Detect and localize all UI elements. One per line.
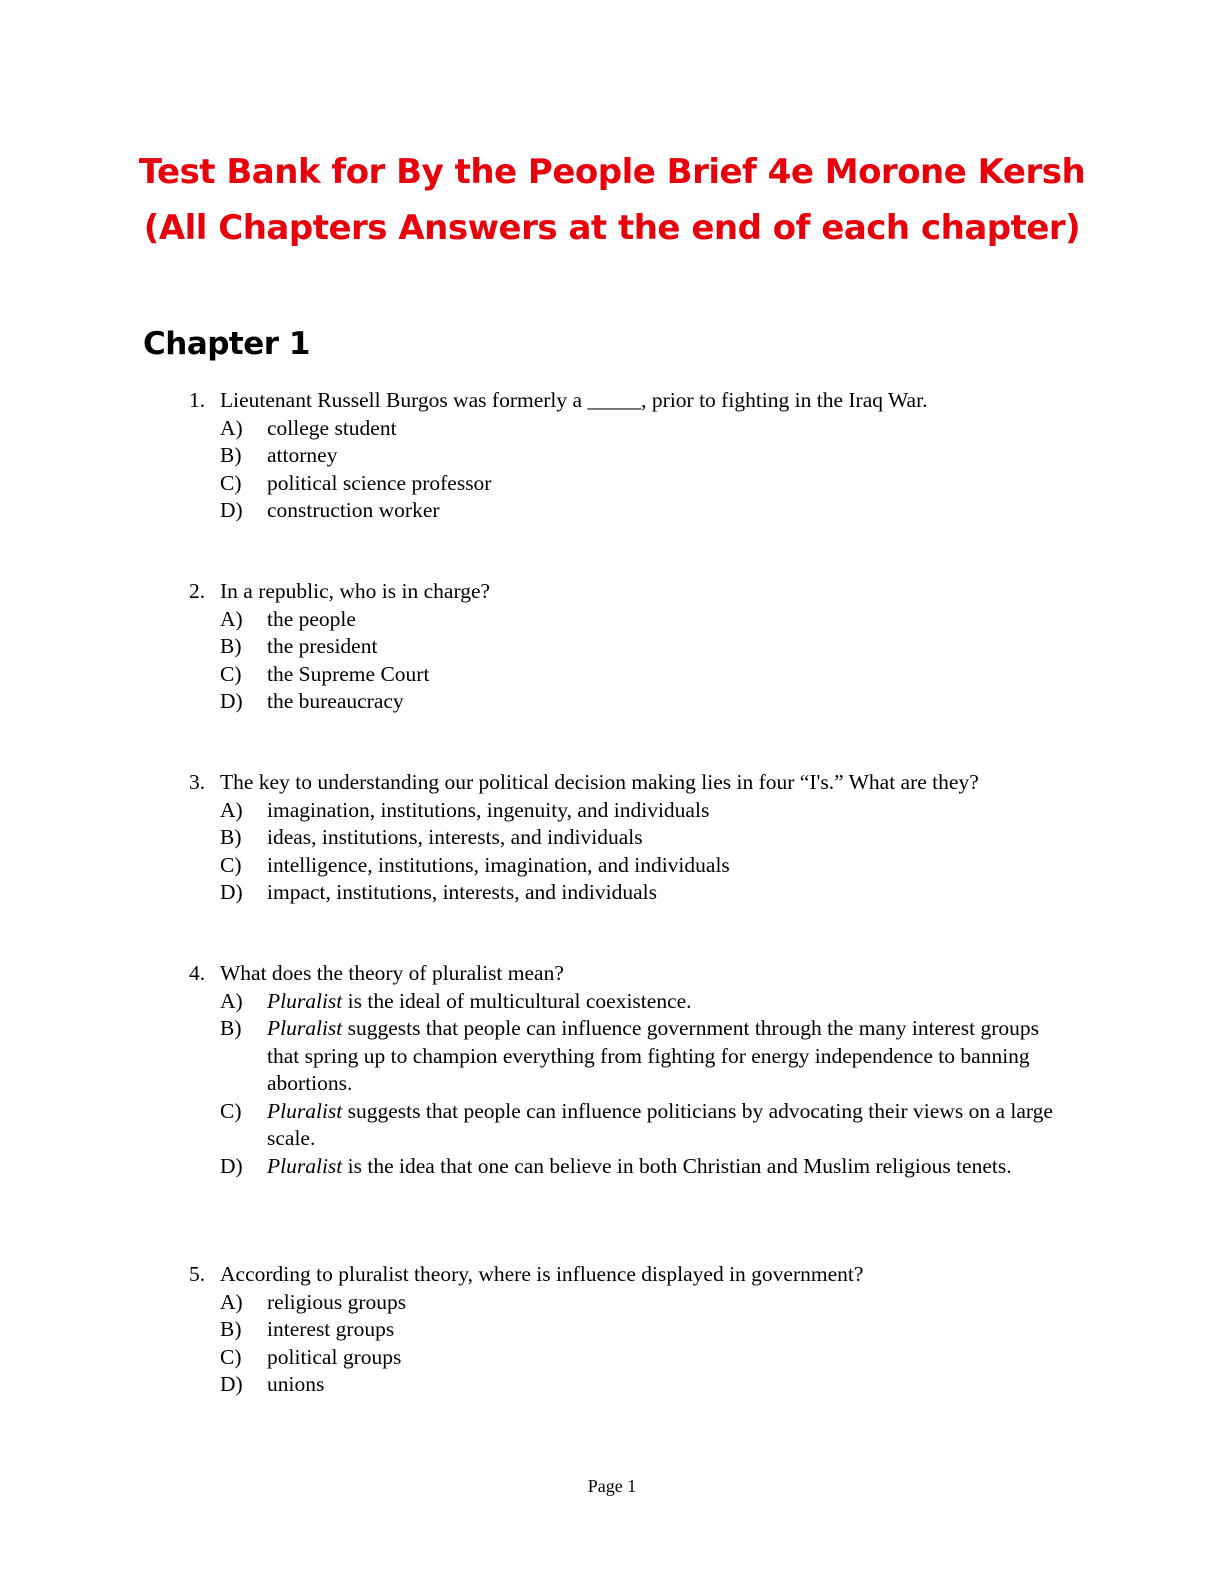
answer-option-a bbox=[189, 988, 1069, 1016]
option-letter: A) bbox=[220, 606, 243, 631]
question-4 bbox=[189, 960, 1069, 1180]
question-number: 4. bbox=[189, 961, 206, 985]
option-text: suggests that people can influence government through the many interest groups that spring up to champion everything from fighting for energy independence to banning abortions. bbox=[267, 1016, 1040, 1095]
answer-option-d bbox=[189, 879, 1069, 907]
option-letter: C) bbox=[220, 470, 242, 495]
option-text: political science professor bbox=[267, 470, 492, 495]
option-text: impact, institutions, interests, and individuals bbox=[267, 880, 657, 904]
option-letter: C) bbox=[220, 661, 242, 686]
option-letter: C) bbox=[220, 1344, 242, 1369]
question-3 bbox=[189, 769, 1069, 907]
question-number: 1. bbox=[189, 388, 206, 412]
option-letter: D) bbox=[220, 498, 243, 522]
answer-option-c bbox=[189, 1344, 1069, 1372]
answer-option-d bbox=[189, 688, 1069, 716]
question-text: Lieutenant Russell Burgos was formerly a _____, prior to fighting in the Iraq War. bbox=[220, 388, 928, 412]
answer-option-b bbox=[189, 1316, 1069, 1344]
answer-option-a bbox=[189, 797, 1069, 825]
answer-option-b bbox=[189, 633, 1069, 661]
chapter-heading: Chapter 1 bbox=[143, 326, 310, 362]
option-text: college student bbox=[267, 415, 397, 440]
option-text: construction worker bbox=[267, 498, 440, 522]
answer-option-a bbox=[189, 606, 1069, 634]
emphasized-term: Pluralist bbox=[267, 1098, 343, 1123]
answer-option-b bbox=[189, 1015, 1069, 1098]
answer-option-b bbox=[189, 824, 1069, 852]
answer-option-a bbox=[189, 415, 1069, 443]
answer-option-b bbox=[189, 442, 1069, 470]
option-text: intelligence, institutions, imagination, and individuals bbox=[267, 852, 730, 877]
option-letter: A) bbox=[220, 797, 243, 822]
emphasized-term: Pluralist bbox=[267, 1153, 343, 1178]
answer-option-d bbox=[189, 1371, 1069, 1399]
question-number: 2. bbox=[189, 579, 206, 603]
option-text: the president bbox=[267, 634, 378, 658]
option-letter: D) bbox=[220, 1153, 243, 1178]
option-text: the bureaucracy bbox=[267, 689, 404, 713]
option-text: suggests that people can influence politicians by advocating their views on a large scale. bbox=[267, 1098, 1053, 1150]
option-text: is the ideal of multicultural coexistence. bbox=[342, 988, 692, 1013]
option-text: religious groups bbox=[267, 1289, 407, 1314]
question-text: What does the theory of pluralist mean? bbox=[220, 961, 564, 985]
question-5 bbox=[189, 1261, 1069, 1399]
option-letter: B) bbox=[220, 1317, 242, 1341]
option-text: attorney bbox=[267, 443, 338, 467]
question-number: 3. bbox=[189, 770, 206, 794]
answer-option-d bbox=[189, 497, 1069, 525]
answer-option-c bbox=[189, 1098, 1069, 1153]
option-text: the people bbox=[267, 606, 356, 631]
question-2 bbox=[189, 578, 1069, 716]
option-text: ideas, institutions, interests, and individuals bbox=[267, 825, 643, 849]
document-title-line-2: (All Chapters Answers at the end of each chapter) bbox=[143, 208, 1081, 248]
option-letter: A) bbox=[220, 415, 243, 440]
option-letter: D) bbox=[220, 1372, 243, 1396]
emphasized-term: Pluralist bbox=[267, 988, 343, 1013]
option-text: interest groups bbox=[267, 1317, 395, 1341]
question-text: In a republic, who is in charge? bbox=[220, 579, 491, 603]
document-title-line-1: Test Bank for By the People Brief 4e Morone Kersh bbox=[138, 152, 1086, 192]
option-text: political groups bbox=[267, 1344, 402, 1369]
option-letter: D) bbox=[220, 880, 243, 904]
option-letter: B) bbox=[220, 1016, 242, 1040]
option-letter: B) bbox=[220, 825, 242, 849]
question-1 bbox=[189, 387, 1069, 525]
question-number: 5. bbox=[189, 1262, 206, 1286]
option-text: the Supreme Court bbox=[267, 661, 430, 686]
option-text: imagination, institutions, ingenuity, and individuals bbox=[267, 797, 710, 822]
option-letter: C) bbox=[220, 852, 242, 877]
question-text: The key to understanding our political decision making lies in four “I's.” What are they? bbox=[220, 770, 979, 794]
option-letter: D) bbox=[220, 689, 243, 713]
answer-option-a bbox=[189, 1289, 1069, 1317]
option-letter: B) bbox=[220, 634, 242, 658]
option-text: is the idea that one can believe in both Christian and Muslim religious tenets. bbox=[342, 1153, 1012, 1178]
answer-option-c bbox=[189, 661, 1069, 689]
option-letter: A) bbox=[220, 988, 243, 1013]
answer-option-c bbox=[189, 852, 1069, 880]
answer-option-d bbox=[189, 1153, 1069, 1181]
question-text: According to pluralist theory, where is influence displayed in government? bbox=[220, 1262, 864, 1286]
emphasized-term: Pluralist bbox=[267, 1016, 343, 1040]
option-letter: B) bbox=[220, 443, 242, 467]
answer-option-c bbox=[189, 470, 1069, 498]
option-letter: A) bbox=[220, 1289, 243, 1314]
option-letter: C) bbox=[220, 1098, 242, 1123]
page-number: Page 1 bbox=[587, 1476, 637, 1496]
option-text: unions bbox=[267, 1372, 325, 1396]
